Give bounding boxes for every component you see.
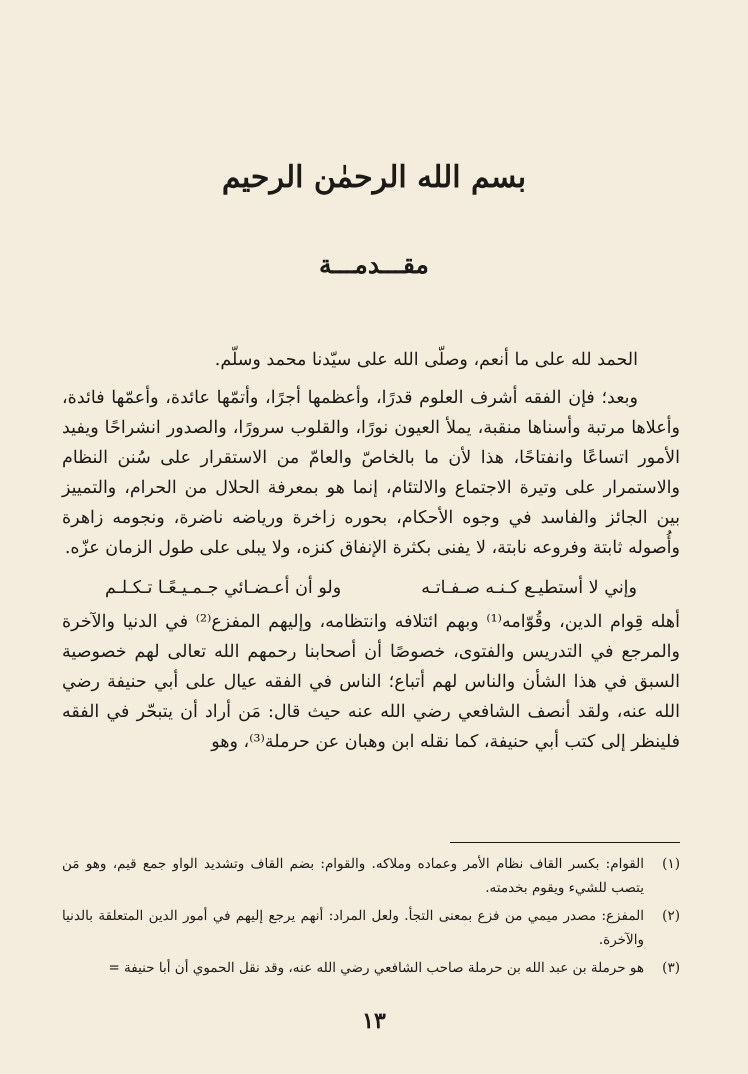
paragraph-3: أهله قِوام الدين، وقُوّامه⁽¹⁾ وبهم ائتلافه وانتظامه، وإليهم المفزع⁽²⁾ في الدنيا والآخرة والمرجع في التدريس والفتوى، خصوصًا أن أصحابنا رحمهم الله تعالى لهم خصوصية السبق في هذا الشأن والناس لهم أتباع؛ الناس في الفقه عيال على أبي حنيفة رضي الله عنه، ولقد أنصف الشافعي رضي الله عنه حيث قال: مَن أراد أن يتبحّر في الفقه فلينظر إلى كتب أبي حنيفة، كما نقله ابن وهبان عن حرملة⁽³⁾، وهو — [62, 612, 680, 752]
footnote-3 — [62, 956, 680, 980]
paragraph-2: وبعد؛ فإن الفقه أشرف العلوم قدرًا، وأعظمها أجرًا، وأتمّها عائدة، وأعمّها فائدة، وأعلاها مرتبة وأسناها منقبة، يملأ العيون نورًا، والقلوب سرورًا، والصدور انشراحًا ويفيد الأمور اتساعًا وانفتاحًا، هذا لأن ما بالخاصّ والعامّ من الاستقرار على سُنن النظام والاستمرار على وتيرة الاجتماع والالتئام، إنما هو بمعرفة الحلال من الحرام، والتمييز بين الجائز والفاسد في وجوه الأحكام، بحوره زاخرة ورياضه ناضرة، ونجومه زاهرة وأُصوله ثابتة وفروعه نابتة، لا يفنى بكثرة الإنفاق كنزه، ولا يبلى على طول الزمان عزّه. — [62, 388, 680, 558]
footnote-text: هو حرملة بن عبد الله بن حرملة صاحب الشافعي رضي الله عنه، وقد نقل الحموي أن أبا حنيفة = — [108, 960, 644, 976]
footnote-number: (٣) — [662, 960, 680, 976]
paragraph-1: الحمد لله على ما أنعم، وصلّى الله على سيّدنا محمد وسلّم. — [214, 350, 638, 370]
poem-hemistich-1: وإني لا أستطيـع كـنـه صـفـاتـه — [421, 578, 637, 598]
footnote-text: القوام: بكسر القاف نظام الأمر وعماده وملاكه. والقوام: بضم القاف وتشديد الواو جمع قيم، وهو مَن يتصب للشيء ويقوم بخدمته. — [62, 856, 644, 896]
footnote-text: المفزع: مصدر ميمي من فزع بمعنى التجأ. ولعل المراد: أنهم يرجع إليهم في أمور الدين المتعلقة بالدنيا والآخرة. — [62, 908, 644, 948]
page-number: ١٣ — [362, 1008, 386, 1034]
footnote-divider — [450, 842, 680, 843]
chapter-heading: مقـــدمـــة — [319, 250, 429, 279]
footnote-number: (٢) — [662, 908, 680, 924]
footnotes — [62, 852, 680, 984]
main-text — [62, 345, 680, 757]
footnote-number: (١) — [662, 856, 680, 872]
footnote-2 — [62, 904, 680, 952]
poem-hemistich-2: ولو أن أعـضـائي جـمـيـعًـا تـكـلـم — [105, 578, 342, 598]
basmala-title: بسم الله الرحمٰن الرحيم — [221, 160, 527, 195]
footnote-1 — [62, 852, 680, 900]
poem-verse — [62, 573, 680, 603]
